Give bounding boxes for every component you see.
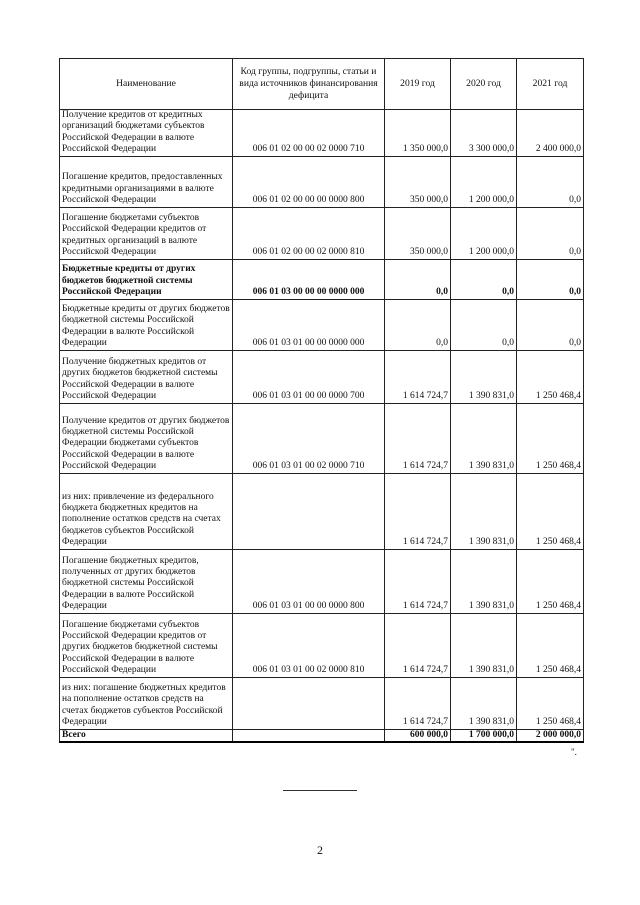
row-value-2021: 1 250 468,4 [517, 549, 584, 613]
table-row [60, 473, 584, 549]
row-code: 006 01 02 00 00 00 0000 800 [233, 156, 385, 207]
row-value-2021: 0,0 [517, 299, 584, 350]
row-value-2021: 0,0 [517, 156, 584, 207]
row-code: 006 01 03 01 00 02 0000 710 [233, 403, 385, 473]
row-code: 006 01 03 01 00 00 0000 800 [233, 549, 385, 613]
row-code: 006 01 03 01 00 02 0000 810 [233, 613, 385, 677]
row-value-2019: 1 614 724,7 [385, 677, 451, 729]
table-row [60, 259, 584, 299]
row-value-2019: 350 000,0 [385, 207, 451, 259]
row-value-2021: 1 250 468,4 [517, 613, 584, 677]
table-row [60, 299, 584, 350]
table-row [60, 350, 584, 403]
page-number: 2 [317, 843, 323, 857]
row-code: 006 01 03 01 00 00 0000 000 [233, 299, 385, 350]
row-value-2019: 1 350 000,0 [385, 110, 451, 157]
table-row [60, 403, 584, 473]
row-name: Погашение бюджетами субъектов Российской Федерации кредитов от других бюджетов бюджетной системы Российской Федерации в валюте Российской Федерации [60, 613, 233, 677]
table-row [60, 613, 584, 677]
row-value-2020: 1 390 831,0 [451, 403, 517, 473]
table-row [60, 677, 584, 729]
table-header-row [60, 59, 584, 110]
financing-table [59, 58, 584, 743]
total-value-2019: 600 000,0 [385, 729, 451, 742]
row-code [233, 473, 385, 549]
table-row [60, 110, 584, 157]
row-value-2021: 2 400 000,0 [517, 110, 584, 157]
row-value-2020: 1 390 831,0 [451, 613, 517, 677]
separator-line [283, 790, 357, 791]
row-value-2020: 1 390 831,0 [451, 677, 517, 729]
row-value-2021: 1 250 468,4 [517, 677, 584, 729]
row-value-2021: 0,0 [517, 207, 584, 259]
header-2020: 2020 год [451, 59, 517, 110]
header-2019: 2019 год [385, 59, 451, 110]
row-value-2019: 1 614 724,7 [385, 473, 451, 549]
closing-quote-mark: ". [571, 747, 577, 757]
row-code: 006 01 02 00 00 02 0000 710 [233, 110, 385, 157]
row-value-2020: 3 300 000,0 [451, 110, 517, 157]
row-name: из них: привлечение из федерального бюджета бюджетных кредитов на пополнение остатков средств на счетах бюджетов субъектов Российской Федерации [60, 473, 233, 549]
row-name: Погашение бюджетных кредитов, полученных от других бюджетов бюджетной системы Российской Федерации в валюте Российской Федерации [60, 549, 233, 613]
row-value-2019: 1 614 724,7 [385, 350, 451, 403]
row-value-2020: 0,0 [451, 259, 517, 299]
header-2021: 2021 год [517, 59, 584, 110]
header-name: Наименование [60, 59, 233, 110]
row-value-2019: 1 614 724,7 [385, 613, 451, 677]
total-value-2021: 2 000 000,0 [517, 729, 584, 742]
row-code: 006 01 03 00 00 00 0000 000 [233, 259, 385, 299]
row-value-2019: 350 000,0 [385, 156, 451, 207]
table-row [60, 156, 584, 207]
row-code: 006 01 03 01 00 00 0000 700 [233, 350, 385, 403]
row-name: Погашение кредитов, предоставленных кредитными организациями в валюте Российской Федерации [60, 156, 233, 207]
row-value-2019: 1 614 724,7 [385, 403, 451, 473]
row-name: Получение бюджетных кредитов от других бюджетов бюджетной системы Российской Федерации в валюте Российской Федерации [60, 350, 233, 403]
row-name: Погашение бюджетами субъектов Российской Федерации кредитов от кредитных организаций в валюте Российской Федерации [60, 207, 233, 259]
row-name: Бюджетные кредиты от других бюджетов бюджетной системы Российской Федерации [60, 259, 233, 299]
row-value-2020: 0,0 [451, 299, 517, 350]
row-value-2021: 1 250 468,4 [517, 350, 584, 403]
row-value-2020: 1 390 831,0 [451, 473, 517, 549]
row-name: Получение кредитов от других бюджетов бюджетной системы Российской Федерации бюджетами субъектов Российской Федерации в валюте Российской Федерации [60, 403, 233, 473]
row-value-2021: 1 250 468,4 [517, 473, 584, 549]
row-value-2019: 1 614 724,7 [385, 549, 451, 613]
row-name: Получение кредитов от кредитных организаций бюджетами субъектов Российской Федерации в валюте Российской Федерации [60, 110, 233, 157]
row-value-2020: 1 200 000,0 [451, 156, 517, 207]
row-value-2020: 1 390 831,0 [451, 350, 517, 403]
row-value-2020: 1 200 000,0 [451, 207, 517, 259]
total-code [233, 729, 385, 742]
row-value-2019: 0,0 [385, 299, 451, 350]
row-code: 006 01 02 00 00 02 0000 810 [233, 207, 385, 259]
total-row [60, 729, 584, 742]
total-label: Всего [60, 729, 233, 742]
row-value-2020: 1 390 831,0 [451, 549, 517, 613]
table-row [60, 207, 584, 259]
row-name: из них: погашение бюджетных кредитов на пополнение остатков средств на счетах бюджетов субъектов Российской Федерации [60, 677, 233, 729]
row-value-2021: 0,0 [517, 259, 584, 299]
row-value-2019: 0,0 [385, 259, 451, 299]
total-value-2020: 1 700 000,0 [451, 729, 517, 742]
header-code: Код группы, подгруппы, статьи и вида источников финансирования дефицита [233, 59, 385, 110]
table-row [60, 549, 584, 613]
row-value-2021: 1 250 468,4 [517, 403, 584, 473]
row-code [233, 677, 385, 729]
row-name: Бюджетные кредиты от других бюджетов бюджетной системы Российской Федерации в валюте Российской Федерации [60, 299, 233, 350]
